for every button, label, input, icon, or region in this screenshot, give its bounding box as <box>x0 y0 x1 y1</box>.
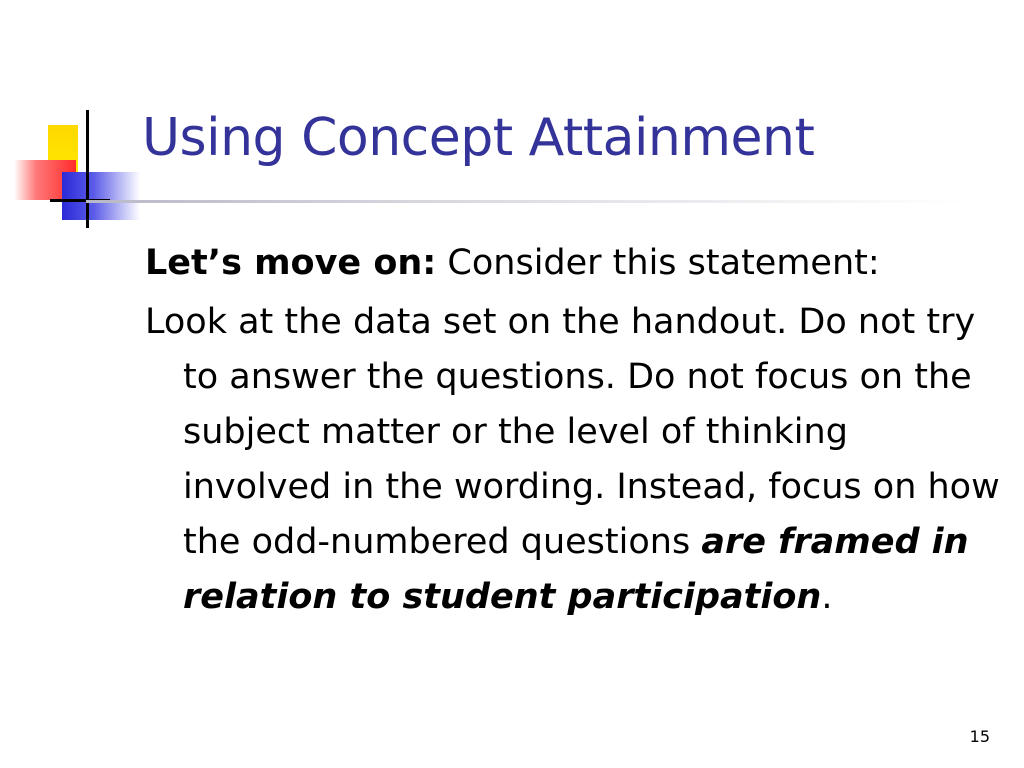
slide-title: Using Concept Attainment <box>142 108 815 168</box>
slide-body <box>145 236 1000 625</box>
instruction-end: . <box>821 577 833 617</box>
slide-logo-icon <box>0 0 140 240</box>
logo-blue-square <box>62 172 140 220</box>
intro-rest: Consider this statement: <box>436 243 880 283</box>
title-divider <box>86 200 966 203</box>
instruction-text: Look at the data set on the handout. Do not try to answer the questions. Do not focus on the subject matter or the level of thinking involved in the wording. Instead, focus on how the odd-numbered questions <box>145 302 1000 562</box>
intro-line <box>145 236 1000 291</box>
page-number: 15 <box>969 727 990 746</box>
intro-lead: Let’s move on: <box>145 243 437 283</box>
instruction-paragraph <box>145 295 1000 625</box>
logo-vertical-line <box>86 110 89 228</box>
instruction-emphasis: are framed in relation to student participation <box>183 522 969 617</box>
